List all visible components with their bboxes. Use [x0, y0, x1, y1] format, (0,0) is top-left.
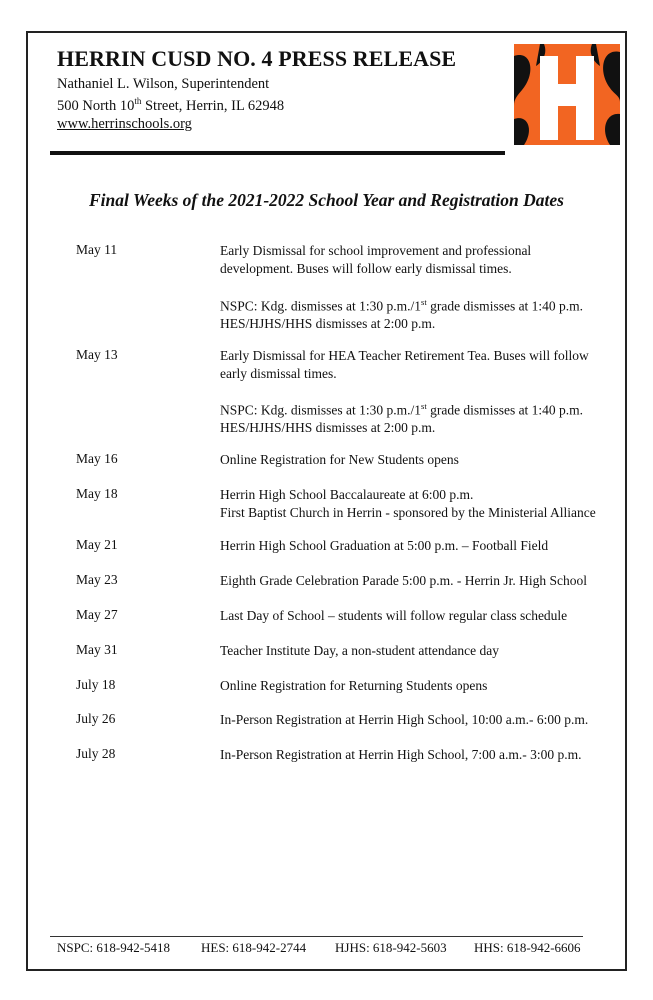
hes-phone: HES: 618-942-2744 [201, 940, 307, 955]
note-line: NSPC: Kdg. dismisses at 1:30 p.m./1st grade dismisses at 1:40 p.m. [220, 297, 584, 314]
schedule-date: May 16 [76, 451, 118, 466]
note-line: HES/HJHS/HHS dismisses at 2:00 p.m. [220, 316, 436, 331]
description-line: Teacher Institute Day, a non-student attendance day [220, 643, 499, 658]
description-line: Last Day of School – students will follow regular class schedule [220, 608, 568, 623]
website-link[interactable]: www.herrinschools.org [57, 116, 192, 132]
description-line: Online Registration for Returning Students opens [220, 678, 488, 693]
schedule-date: May 13 [76, 347, 118, 362]
press-release-title: HERRIN CUSD NO. 4 PRESS RELEASE [57, 46, 457, 71]
description-line: Early Dismissal for school improvement and professional [220, 243, 532, 258]
schedule-description [220, 347, 589, 382]
description-line: Herrin High School Baccalaureate at 6:00 p.m. [220, 487, 474, 502]
header-rule [50, 151, 505, 155]
schedule-date: July 18 [76, 677, 116, 692]
description-line: In-Person Registration at Herrin High School, 7:00 a.m.- 3:00 p.m. [220, 747, 582, 762]
hhs-phone: HHS: 618-942-6606 [474, 940, 581, 955]
schedule-description [220, 572, 587, 590]
schedule-date: May 31 [76, 642, 118, 657]
description-line: development. Buses will follow early dismissal times. [220, 260, 512, 276]
schedule-description [220, 677, 487, 695]
description-line: Herrin High School Graduation at 5:00 p.m. – Football Field [220, 538, 549, 553]
description-line: Eighth Grade Celebration Parade 5:00 p.m. - Herrin Jr. High School [220, 573, 588, 588]
dismissal-note [220, 294, 583, 333]
schedule-description [220, 711, 588, 729]
address-line: 500 North 10th Street, Herrin, IL 62948 [57, 96, 285, 114]
schedule-date: May 27 [76, 607, 118, 622]
description-line: Early Dismissal for HEA Teacher Retirement Tea. Buses will follow [220, 348, 589, 363]
schedule-date: May 23 [76, 572, 118, 587]
schedule-description [220, 607, 567, 625]
schedule-description [220, 537, 548, 555]
schedule-description [220, 451, 459, 469]
schedule-date: May 21 [76, 537, 118, 552]
footer-rule [50, 936, 583, 937]
schedule-date: May 18 [76, 486, 118, 501]
schedule-description [220, 642, 499, 660]
schedule-date: July 28 [76, 746, 116, 761]
description-line: First Baptist Church in Herrin - sponsored by the Ministerial Alliance [220, 504, 596, 520]
note-line: NSPC: Kdg. dismisses at 1:30 p.m./1st grade dismisses at 1:40 p.m. [220, 401, 584, 418]
hjhs-phone: HJHS: 618-942-5603 [335, 940, 447, 955]
nspc-phone: NSPC: 618-942-5418 [57, 940, 171, 955]
note-line: HES/HJHS/HHS dismisses at 2:00 p.m. [220, 420, 436, 435]
schedule-date: May 11 [76, 242, 118, 257]
schedule-description [220, 486, 596, 521]
schedule-description [220, 746, 581, 764]
superintendent-line: Nathaniel L. Wilson, Superintendent [57, 76, 270, 92]
document-title: Final Weeks of the 2021-2022 School Year and Registration Dates [89, 190, 564, 210]
description-line: In-Person Registration at Herrin High School, 10:00 a.m.- 6:00 p.m. [220, 712, 589, 727]
description-line: Online Registration for New Students opens [220, 452, 459, 467]
herrin-logo [514, 44, 620, 145]
dismissal-note [220, 398, 583, 437]
description-line: early dismissal times. [220, 365, 337, 381]
schedule-description [220, 242, 531, 277]
schedule-date: July 26 [76, 711, 116, 726]
